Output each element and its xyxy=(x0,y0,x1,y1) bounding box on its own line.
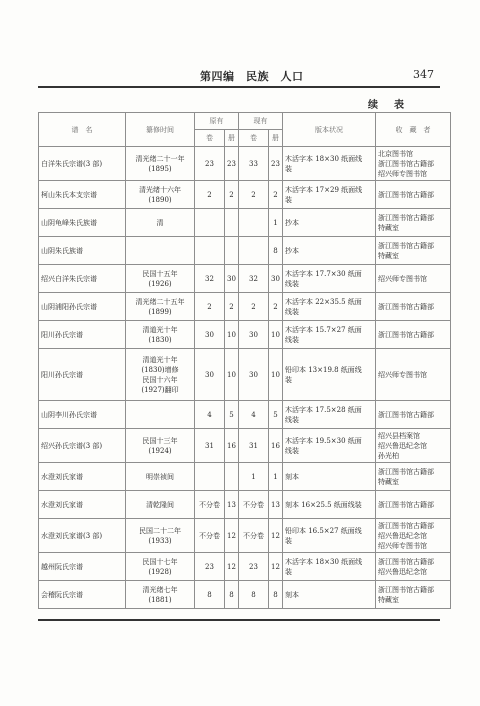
cell-time xyxy=(126,147,195,181)
cell-holder xyxy=(376,553,451,581)
cell-curr-volume: 23 xyxy=(239,553,269,581)
cell-holder xyxy=(376,519,451,553)
cell-curr-volume: 33 xyxy=(239,147,269,181)
table-row xyxy=(39,147,451,181)
cell-time xyxy=(126,181,195,209)
cell-time xyxy=(126,321,195,349)
time-line: (1830) xyxy=(148,335,172,344)
cell-curr-volume: 31 xyxy=(239,429,269,463)
cell-curr-book: 23 xyxy=(269,147,283,181)
cell-curr-book: 8 xyxy=(269,237,283,265)
cell-orig-book: 2 xyxy=(225,181,239,209)
version-line: 铅印本 13×19.8 纸面线 xyxy=(285,365,362,374)
cell-holder xyxy=(376,349,451,401)
cell-name: 越州阮氏宗谱 xyxy=(39,553,126,581)
holder-line: 特藏室 xyxy=(378,477,399,486)
cell-curr-volume: 30 xyxy=(239,321,269,349)
cell-version xyxy=(283,293,376,321)
table-row xyxy=(39,321,451,349)
version-line: 木活字本 17.5×28 纸面 xyxy=(285,405,362,414)
cell-version xyxy=(283,581,376,609)
version-line: 线装 xyxy=(285,279,299,288)
cell-holder xyxy=(376,293,451,321)
holder-line: 浙江图书馆古籍部 xyxy=(378,190,434,199)
cell-curr-book: 10 xyxy=(269,321,283,349)
cell-holder xyxy=(376,581,451,609)
holder-line: 浙江图书馆古籍部 xyxy=(378,302,434,311)
time-line: 清道光十年 xyxy=(142,355,178,364)
time-line: 民国十七年 xyxy=(142,557,178,566)
cell-time xyxy=(126,237,195,265)
cell-holder xyxy=(376,265,451,293)
holder-line: 浙江图书馆古籍部 xyxy=(378,330,434,339)
cell-time xyxy=(126,463,195,491)
cell-curr-book: 5 xyxy=(269,401,283,429)
table-row xyxy=(39,265,451,293)
cell-orig-book: 30 xyxy=(225,265,239,293)
holder-line: 浙江图书馆古籍部 xyxy=(378,410,434,419)
version-line: 木活字本 22×35.5 纸面 xyxy=(285,297,362,306)
holder-line: 绍兴鲁迅纪念馆 xyxy=(378,567,427,576)
header-curr-book: 册 xyxy=(269,130,283,147)
holder-line: 特藏室 xyxy=(378,223,399,232)
cell-curr-book: 12 xyxy=(269,553,283,581)
cell-version xyxy=(283,553,376,581)
holder-line: 特藏室 xyxy=(378,595,399,604)
cell-version xyxy=(283,519,376,553)
holder-line: 绍兴鲁迅纪念馆 xyxy=(378,531,427,540)
holder-line: 绍兴师专图书馆 xyxy=(378,541,427,550)
cell-version xyxy=(283,321,376,349)
cell-version xyxy=(283,209,376,237)
cell-orig-book xyxy=(225,463,239,491)
holder-line: 浙江图书馆古籍部 xyxy=(378,585,434,594)
holder-line: 浙江图书馆古籍部 xyxy=(378,467,434,476)
version-line: 木活字本 17×29 纸面线 xyxy=(285,185,363,194)
cell-curr-book: 8 xyxy=(269,581,283,609)
cell-time xyxy=(126,553,195,581)
cell-curr-volume: 不分卷 xyxy=(239,519,269,553)
holder-line: 绍兴师专图书馆 xyxy=(378,370,427,379)
time-line: 清 xyxy=(156,218,164,227)
cell-name: 绍兴白洋朱氏宗谱 xyxy=(39,265,126,293)
cell-orig-volume: 2 xyxy=(195,293,225,321)
cell-holder xyxy=(376,401,451,429)
cell-orig-book: 13 xyxy=(225,491,239,519)
table-row xyxy=(39,581,451,609)
time-line: (1899) xyxy=(148,307,172,316)
table-row xyxy=(39,491,451,519)
cell-holder xyxy=(376,491,451,519)
cell-name: 山阴李川孙氏宗谱 xyxy=(39,401,126,429)
cell-orig-volume: 不分卷 xyxy=(195,491,225,519)
table-body xyxy=(39,147,451,609)
time-line: 清乾隆间 xyxy=(146,500,174,509)
cell-name: 山阴朱氏族谱 xyxy=(39,237,126,265)
cell-version xyxy=(283,429,376,463)
cell-orig-volume: 4 xyxy=(195,401,225,429)
time-line: (1895) xyxy=(148,164,172,173)
table-row xyxy=(39,349,451,401)
time-line: 清光绪七年 xyxy=(142,585,178,594)
cell-curr-volume: 2 xyxy=(239,293,269,321)
cell-orig-book: 5 xyxy=(225,401,239,429)
cell-orig-volume: 23 xyxy=(195,553,225,581)
table-row xyxy=(39,519,451,553)
cell-name: 阳川孙氏宗谱 xyxy=(39,321,126,349)
cell-curr-book: 10 xyxy=(269,349,283,401)
continued-label: 续 表 xyxy=(368,100,407,111)
time-line: 民国十六年 xyxy=(142,375,178,384)
cell-time xyxy=(126,519,195,553)
cell-curr-volume xyxy=(239,237,269,265)
holder-line: 浙江图书馆古籍部 xyxy=(378,500,434,509)
holder-line: 特藏室 xyxy=(378,251,399,260)
time-line: 清道光十年 xyxy=(142,325,178,334)
cell-curr-book: 2 xyxy=(269,181,283,209)
cell-version xyxy=(283,349,376,401)
cell-curr-volume: 2 xyxy=(239,181,269,209)
version-line: 刻本 xyxy=(285,472,299,481)
holder-line: 浙江图书馆古籍部 xyxy=(378,241,434,250)
version-line: 装 xyxy=(285,567,292,576)
cell-holder xyxy=(376,147,451,181)
cell-version xyxy=(283,265,376,293)
cell-curr-volume xyxy=(239,209,269,237)
version-line: 抄本 xyxy=(285,218,299,227)
cell-holder xyxy=(376,321,451,349)
cell-holder xyxy=(376,237,451,265)
version-line: 线装 xyxy=(285,307,299,316)
header-current: 现有 xyxy=(239,113,283,130)
holder-line: 绍兴鲁迅纪念馆 xyxy=(378,441,427,450)
cell-time xyxy=(126,265,195,293)
table-row xyxy=(39,209,451,237)
cell-orig-volume: 23 xyxy=(195,147,225,181)
cell-time xyxy=(126,401,195,429)
genealogy-table xyxy=(38,112,451,609)
header-rule xyxy=(38,86,440,88)
cell-curr-book: 30 xyxy=(269,265,283,293)
cell-curr-volume: 32 xyxy=(239,265,269,293)
cell-orig-book xyxy=(225,209,239,237)
cell-name: 水澄刘氏家谱 xyxy=(39,491,126,519)
cell-orig-book xyxy=(225,237,239,265)
holder-line: 绍兴县档案馆 xyxy=(378,431,420,440)
page-header xyxy=(38,68,440,84)
cell-orig-volume: 8 xyxy=(195,581,225,609)
holder-line: 北京图书馆 xyxy=(378,149,413,158)
cell-version xyxy=(283,463,376,491)
cell-orig-volume xyxy=(195,209,225,237)
cell-name: 水澄刘氏家谱(3 部) xyxy=(39,519,126,553)
cell-orig-book: 12 xyxy=(225,519,239,553)
cell-orig-book: 8 xyxy=(225,581,239,609)
time-line: 清光绪十六年 xyxy=(139,185,181,194)
cell-orig-volume: 30 xyxy=(195,349,225,401)
header-holder: 收 藏 者 xyxy=(376,113,451,147)
version-line: 装 xyxy=(285,195,292,204)
cell-holder xyxy=(376,429,451,463)
time-line: (1924) xyxy=(148,446,172,455)
holder-line: 浙江图书馆古籍部 xyxy=(378,557,434,566)
version-line: 木活字本 19.5×30 纸面 xyxy=(285,436,362,445)
cell-holder xyxy=(376,463,451,491)
time-line: 民国十三年 xyxy=(142,436,178,445)
cell-version xyxy=(283,401,376,429)
table-row xyxy=(39,463,451,491)
header-time: 纂修时间 xyxy=(126,113,195,147)
cell-curr-book: 16 xyxy=(269,429,283,463)
cell-orig-volume: 不分卷 xyxy=(195,519,225,553)
time-line: (1881) xyxy=(148,595,172,604)
table-row xyxy=(39,553,451,581)
version-line: 木活字本 18×30 纸面线 xyxy=(285,154,363,163)
version-line: 木活字本 17.7×30 纸面 xyxy=(285,269,362,278)
cell-orig-volume: 2 xyxy=(195,181,225,209)
cell-time xyxy=(126,581,195,609)
time-line: 清光绪二十五年 xyxy=(135,297,185,306)
version-line: 线装 xyxy=(285,446,299,455)
holder-line: 浙江图书馆古籍部 xyxy=(378,213,434,222)
time-line: (1890) xyxy=(148,195,172,204)
cell-orig-volume xyxy=(195,463,225,491)
version-line: 木活字本 18×30 纸面线 xyxy=(285,557,363,566)
version-line: 线装 xyxy=(285,335,299,344)
cell-orig-volume: 31 xyxy=(195,429,225,463)
chapter-title: 第四编 民族 人口 xyxy=(200,70,304,83)
version-line: 装 xyxy=(285,536,292,545)
cell-curr-book: 12 xyxy=(269,519,283,553)
cell-name: 绍兴孙氏宗谱(3 部) xyxy=(39,429,126,463)
cell-orig-book: 23 xyxy=(225,147,239,181)
page-number: 347 xyxy=(413,68,434,81)
cell-curr-book: 13 xyxy=(269,491,283,519)
holder-line: 绍兴师专图书馆 xyxy=(378,274,427,283)
cell-name: 阳川孙氏宗谱 xyxy=(39,349,126,401)
cell-curr-book: 1 xyxy=(269,463,283,491)
cell-curr-volume: 1 xyxy=(239,463,269,491)
cell-orig-book: 10 xyxy=(225,349,239,401)
time-line: (1928) xyxy=(148,567,172,576)
cell-version xyxy=(283,181,376,209)
header-name: 谱 名 xyxy=(39,113,126,147)
cell-curr-volume: 4 xyxy=(239,401,269,429)
cell-version xyxy=(283,237,376,265)
time-line: 民国二十二年 xyxy=(139,526,181,535)
cell-orig-book: 2 xyxy=(225,293,239,321)
time-line: 民国十五年 xyxy=(142,269,178,278)
cell-orig-book: 12 xyxy=(225,553,239,581)
version-line: 装 xyxy=(285,164,292,173)
cell-version xyxy=(283,147,376,181)
cell-curr-volume: 8 xyxy=(239,581,269,609)
version-line: 刻本 xyxy=(285,590,299,599)
header-orig-book: 册 xyxy=(225,130,239,147)
time-line: (1830)增修 xyxy=(141,365,179,374)
holder-line: 浙江图书馆古籍部 xyxy=(378,521,434,530)
holder-line: 绍兴师专图书馆 xyxy=(378,169,427,178)
version-line: 铅印本 16.5×27 纸面线 xyxy=(285,526,362,535)
holder-line: 孙光柏 xyxy=(378,451,399,460)
bottom-rule xyxy=(38,619,440,621)
cell-holder xyxy=(376,181,451,209)
cell-time xyxy=(126,209,195,237)
cell-time xyxy=(126,349,195,401)
header-curr-volume: 卷 xyxy=(239,130,269,147)
version-line: 抄本 xyxy=(285,246,299,255)
version-line: 装 xyxy=(285,375,292,384)
cell-name: 水澄刘氏家谱 xyxy=(39,463,126,491)
cell-name: 柯山朱氏本支宗谱 xyxy=(39,181,126,209)
cell-curr-book: 2 xyxy=(269,293,283,321)
cell-curr-book: 1 xyxy=(269,209,283,237)
table-row xyxy=(39,293,451,321)
cell-name: 会稽阮氏宗谱 xyxy=(39,581,126,609)
cell-curr-volume: 30 xyxy=(239,349,269,401)
time-line: (1926) xyxy=(148,279,172,288)
cell-name: 白洋朱氏宗谱(3 部) xyxy=(39,147,126,181)
holder-line: 浙江图书馆古籍部 xyxy=(378,159,434,168)
cell-curr-volume: 不分卷 xyxy=(239,491,269,519)
cell-orig-volume: 30 xyxy=(195,321,225,349)
table-row xyxy=(39,401,451,429)
time-line: (1933) xyxy=(148,536,172,545)
cell-orig-volume: 32 xyxy=(195,265,225,293)
header-orig-volume: 卷 xyxy=(195,130,225,147)
version-line: 线装 xyxy=(285,415,299,424)
version-line: 木活字本 15.7×27 纸面 xyxy=(285,325,362,334)
cell-time xyxy=(126,429,195,463)
cell-orig-book: 16 xyxy=(225,429,239,463)
cell-holder xyxy=(376,209,451,237)
header-version: 版本状况 xyxy=(283,113,376,147)
time-line: (1927)翻印 xyxy=(141,385,179,394)
table-row xyxy=(39,237,451,265)
cell-orig-volume xyxy=(195,237,225,265)
cell-name: 山阴浦阳孙氏宗谱 xyxy=(39,293,126,321)
time-line: 清光绪二十一年 xyxy=(135,154,185,163)
cell-time xyxy=(126,491,195,519)
table-row xyxy=(39,181,451,209)
header-original: 原有 xyxy=(195,113,239,130)
cell-time xyxy=(126,293,195,321)
version-line: 刻本 16×25.5 纸面线装 xyxy=(285,500,362,509)
cell-name: 山阴龟峰朱氏族谱 xyxy=(39,209,126,237)
cell-orig-book: 10 xyxy=(225,321,239,349)
time-line: 明崇祯间 xyxy=(146,472,174,481)
table-row xyxy=(39,429,451,463)
cell-version xyxy=(283,491,376,519)
